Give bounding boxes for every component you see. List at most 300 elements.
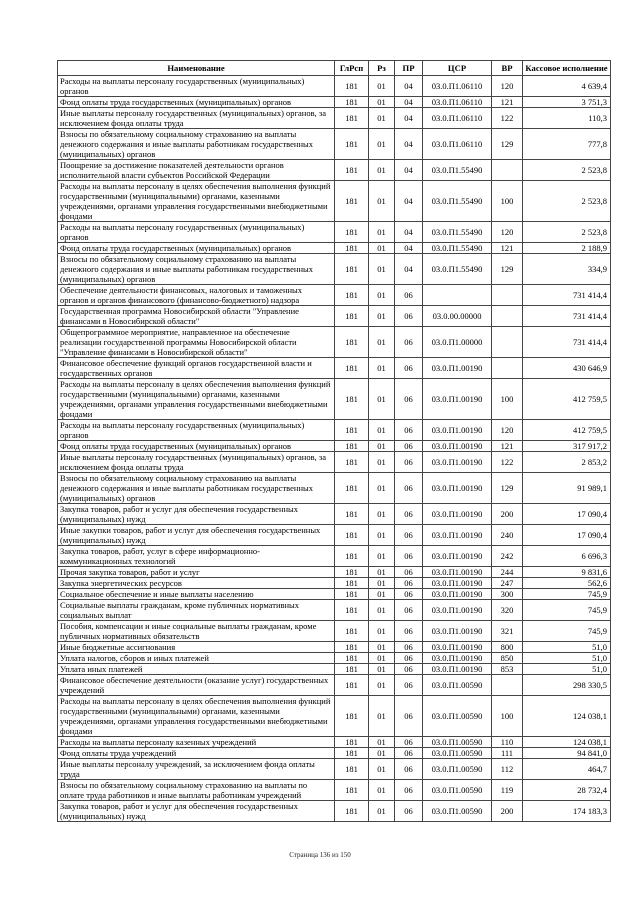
cell-csr: 03.0.П1.06110 (423, 108, 492, 129)
cell-value: 110,3 (523, 108, 611, 129)
cell-csr: 03.0.П1.00590 (423, 801, 492, 822)
table-row (58, 642, 611, 653)
cell-name: Расходы на выплаты персоналу государственных (муниципальных) органов (58, 222, 335, 243)
cell-value: 412 759,5 (523, 420, 611, 441)
table-row (58, 525, 611, 546)
cell-rz: 01 (369, 108, 395, 129)
table-row (58, 420, 611, 441)
cell-csr: 03.0.П1.00190 (423, 452, 492, 473)
table-row (58, 675, 611, 696)
cell-rz: 01 (369, 441, 395, 452)
cell-rz: 01 (369, 642, 395, 653)
cell-name: Государственная программа Новосибирской области "Управление финансами в Новосибирской области" (58, 306, 335, 327)
header-row (58, 61, 611, 76)
cell-pr: 04 (395, 243, 423, 254)
page-footer: Страница 136 из 150 (289, 851, 351, 859)
table-row (58, 759, 611, 780)
cell-rz: 01 (369, 358, 395, 379)
cell-glrsp: 181 (335, 108, 369, 129)
cell-pr: 06 (395, 327, 423, 358)
cell-csr: 03.0.П1.06110 (423, 129, 492, 160)
cell-name: Фонд оплаты труда государственных (муниципальных) органов (58, 97, 335, 108)
cell-value: 9 831,6 (523, 567, 611, 578)
cell-rz: 01 (369, 780, 395, 801)
cell-vr: 122 (492, 108, 523, 129)
cell-name: Фонд оплаты труда государственных (муниципальных) органов (58, 243, 335, 254)
cell-rz: 01 (369, 589, 395, 600)
column-header-csr: ЦСР (423, 61, 492, 76)
cell-value: 430 646,9 (523, 358, 611, 379)
cell-value: 2 523,8 (523, 160, 611, 181)
cell-rz: 01 (369, 254, 395, 285)
cell-name: Расходы на выплаты персоналу казенных учреждений (58, 737, 335, 748)
table-row (58, 181, 611, 222)
cell-name: Взносы по обязательному социальному страхованию на выплаты денежного содержания и иные выплаты работникам государственных (муниципальных) органов (58, 254, 335, 285)
cell-name: Взносы по обязательному социальному страхованию на выплаты денежного содержания и иные выплаты работникам государственных (муниципальных) органов (58, 473, 335, 504)
cell-csr: 03.0.П1.00190 (423, 546, 492, 567)
column-header-kass: Кассовое исполнение (523, 61, 611, 76)
cell-glrsp: 181 (335, 441, 369, 452)
cell-rz: 01 (369, 748, 395, 759)
cell-rz: 01 (369, 621, 395, 642)
cell-glrsp: 181 (335, 129, 369, 160)
cell-name: Иные закупки товаров, работ и услуг для обеспечения государственных (муниципальных) нужд (58, 525, 335, 546)
cell-value: 745,9 (523, 600, 611, 621)
cell-name: Расходы на выплаты персоналу государственных (муниципальных) органов (58, 76, 335, 97)
cell-csr: 03.0.П1.00590 (423, 759, 492, 780)
cell-value: 317 917,2 (523, 441, 611, 452)
cell-vr: 120 (492, 420, 523, 441)
cell-name: Фонд оплаты труда учреждений (58, 748, 335, 759)
cell-glrsp: 181 (335, 473, 369, 504)
cell-value: 2 188,9 (523, 243, 611, 254)
cell-value: 28 732,4 (523, 780, 611, 801)
cell-csr: 03.0.П1.00190 (423, 589, 492, 600)
cell-name: Закупка товаров, работ и услуг для обеспечения государственных (муниципальных) нужд (58, 801, 335, 822)
cell-pr: 06 (395, 504, 423, 525)
cell-name: Иные выплаты персоналу учреждений, за исключением фонда оплаты труда (58, 759, 335, 780)
cell-csr (423, 285, 492, 306)
cell-pr: 06 (395, 546, 423, 567)
cell-value: 334,9 (523, 254, 611, 285)
cell-glrsp: 181 (335, 379, 369, 420)
cell-vr: 200 (492, 504, 523, 525)
table-row (58, 108, 611, 129)
cell-vr: 300 (492, 589, 523, 600)
cell-csr: 03.0.П1.00190 (423, 473, 492, 504)
cell-rz: 01 (369, 160, 395, 181)
table-row (58, 801, 611, 822)
cell-vr (492, 306, 523, 327)
cell-vr (492, 327, 523, 358)
cell-rz: 01 (369, 129, 395, 160)
cell-rz: 01 (369, 600, 395, 621)
cell-csr: 03.0.П1.00190 (423, 600, 492, 621)
cell-name: Пособия, компенсации и иные социальные выплаты гражданам, кроме публичных нормативных обязательств (58, 621, 335, 642)
cell-glrsp: 181 (335, 567, 369, 578)
table-row (58, 441, 611, 452)
cell-rz: 01 (369, 567, 395, 578)
table-row (58, 358, 611, 379)
cell-rz: 01 (369, 97, 395, 108)
table-body (58, 76, 611, 822)
cell-rz: 01 (369, 473, 395, 504)
cell-glrsp: 181 (335, 578, 369, 589)
cell-csr: 03.0.П1.55490 (423, 254, 492, 285)
cell-rz: 01 (369, 306, 395, 327)
cell-glrsp: 181 (335, 600, 369, 621)
cell-pr: 06 (395, 737, 423, 748)
table-row (58, 504, 611, 525)
cell-value: 17 090,4 (523, 504, 611, 525)
cell-pr: 06 (395, 441, 423, 452)
cell-glrsp: 181 (335, 76, 369, 97)
cell-vr: 120 (492, 76, 523, 97)
cell-pr: 06 (395, 525, 423, 546)
cell-value: 17 090,4 (523, 525, 611, 546)
cell-glrsp: 181 (335, 737, 369, 748)
cell-value: 6 696,3 (523, 546, 611, 567)
column-header-glrsp: ГлРсп (335, 61, 369, 76)
cell-vr (492, 285, 523, 306)
cell-value: 124 038,1 (523, 737, 611, 748)
table-row (58, 243, 611, 254)
cell-value: 2 853,2 (523, 452, 611, 473)
table-row (58, 600, 611, 621)
cell-glrsp: 181 (335, 589, 369, 600)
cell-rz: 01 (369, 181, 395, 222)
table-row (58, 748, 611, 759)
budget-table (57, 60, 611, 822)
cell-name: Финансовое обеспечение функций органов государственной власти и государственных органов (58, 358, 335, 379)
table-row (58, 76, 611, 97)
cell-glrsp: 181 (335, 181, 369, 222)
cell-name: Иные бюджетные ассигнования (58, 642, 335, 653)
cell-name: Закупка товаров, работ и услуг для обеспечения государственных (муниципальных) нужд (58, 504, 335, 525)
cell-name: Взносы по обязательному социальному страхованию на выплаты денежного содержания и иные выплаты работникам государственных (муниципальных) органов (58, 129, 335, 160)
cell-vr: 244 (492, 567, 523, 578)
column-header-name: Наименование (58, 61, 335, 76)
cell-value: 3 751,3 (523, 97, 611, 108)
cell-pr: 06 (395, 621, 423, 642)
cell-pr: 06 (395, 801, 423, 822)
cell-glrsp: 181 (335, 642, 369, 653)
cell-pr: 06 (395, 696, 423, 737)
cell-pr: 06 (395, 600, 423, 621)
cell-name: Расходы на выплаты персоналу в целях обеспечения выполнения функций государственными (муниципальными) органами, казенными учреждениями, органами управления государственными внебюджетными фондами (58, 696, 335, 737)
cell-name: Фонд оплаты труда государственных (муниципальных) органов (58, 441, 335, 452)
cell-pr: 06 (395, 653, 423, 664)
cell-vr (492, 358, 523, 379)
cell-glrsp: 181 (335, 664, 369, 675)
cell-pr: 06 (395, 664, 423, 675)
cell-csr: 03.0.П1.00190 (423, 567, 492, 578)
cell-vr: 121 (492, 243, 523, 254)
cell-name: Обеспечение деятельности финансовых, налоговых и таможенных органов и органов финансового (финансово-бюджетного) надзора (58, 285, 335, 306)
cell-rz: 01 (369, 327, 395, 358)
cell-vr: 850 (492, 653, 523, 664)
cell-csr: 03.0.П1.55490 (423, 160, 492, 181)
cell-name: Иные выплаты персоналу государственных (муниципальных) органов, за исключением фонда оплаты труда (58, 108, 335, 129)
table-row (58, 696, 611, 737)
cell-pr: 04 (395, 129, 423, 160)
cell-rz: 01 (369, 664, 395, 675)
cell-vr: 853 (492, 664, 523, 675)
cell-glrsp: 181 (335, 243, 369, 254)
cell-glrsp: 181 (335, 696, 369, 737)
cell-glrsp: 181 (335, 780, 369, 801)
cell-glrsp: 181 (335, 306, 369, 327)
cell-name: Расходы на выплаты персоналу в целях обеспечения выполнения функций государственными (муниципальными) органами, казенными учреждениями, органами управления государственными внебюджетными фондами (58, 379, 335, 420)
cell-csr: 03.0.П1.00190 (423, 420, 492, 441)
table-row (58, 473, 611, 504)
cell-vr: 121 (492, 441, 523, 452)
table-row (58, 780, 611, 801)
cell-glrsp: 181 (335, 358, 369, 379)
cell-rz: 01 (369, 76, 395, 97)
cell-glrsp: 181 (335, 97, 369, 108)
cell-pr: 06 (395, 578, 423, 589)
cell-vr: 121 (492, 97, 523, 108)
cell-pr: 06 (395, 358, 423, 379)
cell-glrsp: 181 (335, 675, 369, 696)
cell-value: 4 639,4 (523, 76, 611, 97)
cell-csr: 03.0.П1.00190 (423, 358, 492, 379)
cell-name: Закупка энергетических ресурсов (58, 578, 335, 589)
cell-glrsp: 181 (335, 160, 369, 181)
cell-glrsp: 181 (335, 452, 369, 473)
cell-glrsp: 181 (335, 621, 369, 642)
cell-csr: 03.0.00.00000 (423, 306, 492, 327)
cell-rz: 01 (369, 243, 395, 254)
cell-vr: 247 (492, 578, 523, 589)
cell-glrsp: 181 (335, 285, 369, 306)
cell-csr: 03.0.П1.00590 (423, 696, 492, 737)
cell-value: 412 759,5 (523, 379, 611, 420)
cell-glrsp: 181 (335, 420, 369, 441)
cell-rz: 01 (369, 504, 395, 525)
table-row (58, 546, 611, 567)
cell-rz: 01 (369, 379, 395, 420)
cell-vr: 129 (492, 473, 523, 504)
cell-rz: 01 (369, 759, 395, 780)
cell-pr: 06 (395, 780, 423, 801)
cell-value: 731 414,4 (523, 285, 611, 306)
table-row (58, 578, 611, 589)
cell-value: 51,0 (523, 653, 611, 664)
cell-pr: 06 (395, 589, 423, 600)
table-row (58, 97, 611, 108)
cell-csr: 03.0.П1.00190 (423, 525, 492, 546)
cell-pr: 04 (395, 160, 423, 181)
cell-rz: 01 (369, 285, 395, 306)
cell-value: 91 989,1 (523, 473, 611, 504)
table-row (58, 285, 611, 306)
cell-value: 777,8 (523, 129, 611, 160)
cell-value: 731 414,4 (523, 306, 611, 327)
cell-vr: 100 (492, 181, 523, 222)
cell-pr: 06 (395, 420, 423, 441)
cell-csr: 03.0.П1.55490 (423, 222, 492, 243)
cell-pr: 06 (395, 567, 423, 578)
cell-name: Поощрение за достижение показателей деятельности органов исполнительной власти субъектов Российской Федерации (58, 160, 335, 181)
cell-value: 562,6 (523, 578, 611, 589)
table-row (58, 452, 611, 473)
cell-rz: 01 (369, 420, 395, 441)
cell-glrsp: 181 (335, 748, 369, 759)
cell-vr: 321 (492, 621, 523, 642)
cell-vr: 129 (492, 254, 523, 285)
table-row (58, 160, 611, 181)
cell-csr: 03.0.П1.00590 (423, 737, 492, 748)
cell-csr: 03.0.П1.00190 (423, 379, 492, 420)
cell-name: Общепрограммное мероприятие, направленное на обеспечение реализации государственной программы Новосибирской области "Управление финансами в Новосибирской области" (58, 327, 335, 358)
cell-name: Финансовое обеспечение деятельности (оказание услуг) государственных учреждений (58, 675, 335, 696)
cell-name: Социальное обеспечение и иные выплаты населению (58, 589, 335, 600)
cell-glrsp: 181 (335, 254, 369, 285)
cell-vr: 129 (492, 129, 523, 160)
cell-pr: 04 (395, 222, 423, 243)
cell-glrsp: 181 (335, 801, 369, 822)
cell-glrsp: 181 (335, 546, 369, 567)
cell-name: Расходы на выплаты персоналу в целях обеспечения выполнения функций государственными (муниципальными) органами, казенными учреждениями, органами управления государственными внебюджетными фондами (58, 181, 335, 222)
cell-vr: 112 (492, 759, 523, 780)
cell-vr: 120 (492, 222, 523, 243)
cell-pr: 06 (395, 642, 423, 653)
cell-name: Уплата иных платежей (58, 664, 335, 675)
column-header-pr: ПР (395, 61, 423, 76)
cell-pr: 06 (395, 379, 423, 420)
cell-pr: 04 (395, 108, 423, 129)
cell-glrsp: 181 (335, 525, 369, 546)
table-row (58, 306, 611, 327)
cell-csr: 03.0.П1.06110 (423, 76, 492, 97)
cell-name: Взносы по обязательному социальному страхованию на выплаты по оплате труда работников и иные выплаты работникам учреждений (58, 780, 335, 801)
cell-name: Закупка товаров, работ, услуг в сфере информационно-коммуникационных технологий (58, 546, 335, 567)
cell-value: 51,0 (523, 664, 611, 675)
cell-vr: 800 (492, 642, 523, 653)
cell-vr (492, 675, 523, 696)
cell-rz: 01 (369, 653, 395, 664)
cell-value: 745,9 (523, 589, 611, 600)
table-row (58, 254, 611, 285)
table-row (58, 621, 611, 642)
cell-name: Уплата налогов, сборов и иных платежей (58, 653, 335, 664)
cell-csr: 03.0.П1.06110 (423, 97, 492, 108)
table-row (58, 589, 611, 600)
cell-rz: 01 (369, 578, 395, 589)
cell-value: 51,0 (523, 642, 611, 653)
cell-pr: 04 (395, 181, 423, 222)
cell-pr: 06 (395, 473, 423, 504)
cell-rz: 01 (369, 525, 395, 546)
cell-vr: 200 (492, 801, 523, 822)
cell-pr: 06 (395, 306, 423, 327)
cell-name: Расходы на выплаты персоналу государственных (муниципальных) органов (58, 420, 335, 441)
table-row (58, 567, 611, 578)
cell-vr: 100 (492, 379, 523, 420)
cell-vr: 122 (492, 452, 523, 473)
cell-vr: 320 (492, 600, 523, 621)
cell-csr: 03.0.П1.00590 (423, 748, 492, 759)
cell-csr: 03.0.П1.00190 (423, 642, 492, 653)
cell-pr: 04 (395, 76, 423, 97)
cell-rz: 01 (369, 452, 395, 473)
cell-csr: 03.0.П1.00190 (423, 504, 492, 525)
cell-value: 298 330,5 (523, 675, 611, 696)
column-header-rz: Рз (369, 61, 395, 76)
cell-pr: 04 (395, 97, 423, 108)
cell-csr: 03.0.П1.00190 (423, 441, 492, 452)
cell-csr: 03.0.П1.00190 (423, 653, 492, 664)
cell-vr: 111 (492, 748, 523, 759)
cell-value: 94 841,0 (523, 748, 611, 759)
cell-rz: 01 (369, 801, 395, 822)
cell-vr: 100 (492, 696, 523, 737)
table-row (58, 129, 611, 160)
cell-pr: 06 (395, 285, 423, 306)
cell-glrsp: 181 (335, 759, 369, 780)
cell-value: 124 038,1 (523, 696, 611, 737)
cell-value: 174 183,3 (523, 801, 611, 822)
cell-pr: 04 (395, 254, 423, 285)
cell-csr: 03.0.П1.55490 (423, 243, 492, 254)
cell-csr: 03.0.П1.55490 (423, 181, 492, 222)
cell-vr: 119 (492, 780, 523, 801)
cell-vr: 240 (492, 525, 523, 546)
table-row (58, 327, 611, 358)
cell-rz: 01 (369, 546, 395, 567)
cell-glrsp: 181 (335, 222, 369, 243)
cell-csr: 03.0.П1.00190 (423, 578, 492, 589)
table-header (58, 61, 611, 76)
column-header-vr: ВР (492, 61, 523, 76)
cell-name: Иные выплаты персоналу государственных (муниципальных) органов, за исключением фонда оплаты труда (58, 452, 335, 473)
cell-name: Социальные выплаты гражданам, кроме публичных нормативных социальных выплат (58, 600, 335, 621)
table-row (58, 222, 611, 243)
cell-pr: 06 (395, 759, 423, 780)
cell-value: 731 414,4 (523, 327, 611, 358)
table-row (58, 737, 611, 748)
cell-csr: 03.0.П1.00000 (423, 327, 492, 358)
cell-rz: 01 (369, 222, 395, 243)
table-row (58, 379, 611, 420)
cell-vr (492, 160, 523, 181)
cell-csr: 03.0.П1.00590 (423, 675, 492, 696)
cell-vr: 110 (492, 737, 523, 748)
cell-rz: 01 (369, 696, 395, 737)
cell-csr: 03.0.П1.00590 (423, 780, 492, 801)
table-row (58, 653, 611, 664)
cell-glrsp: 181 (335, 504, 369, 525)
cell-value: 464,7 (523, 759, 611, 780)
cell-rz: 01 (369, 737, 395, 748)
cell-value: 745,9 (523, 621, 611, 642)
cell-glrsp: 181 (335, 653, 369, 664)
cell-value: 2 523,8 (523, 222, 611, 243)
cell-glrsp: 181 (335, 327, 369, 358)
cell-pr: 06 (395, 452, 423, 473)
table-row (58, 664, 611, 675)
cell-pr: 06 (395, 675, 423, 696)
cell-csr: 03.0.П1.00190 (423, 621, 492, 642)
cell-rz: 01 (369, 675, 395, 696)
cell-name: Прочая закупка товаров, работ и услуг (58, 567, 335, 578)
cell-value: 2 523,8 (523, 181, 611, 222)
cell-vr: 242 (492, 546, 523, 567)
cell-pr: 06 (395, 748, 423, 759)
cell-csr: 03.0.П1.00190 (423, 664, 492, 675)
